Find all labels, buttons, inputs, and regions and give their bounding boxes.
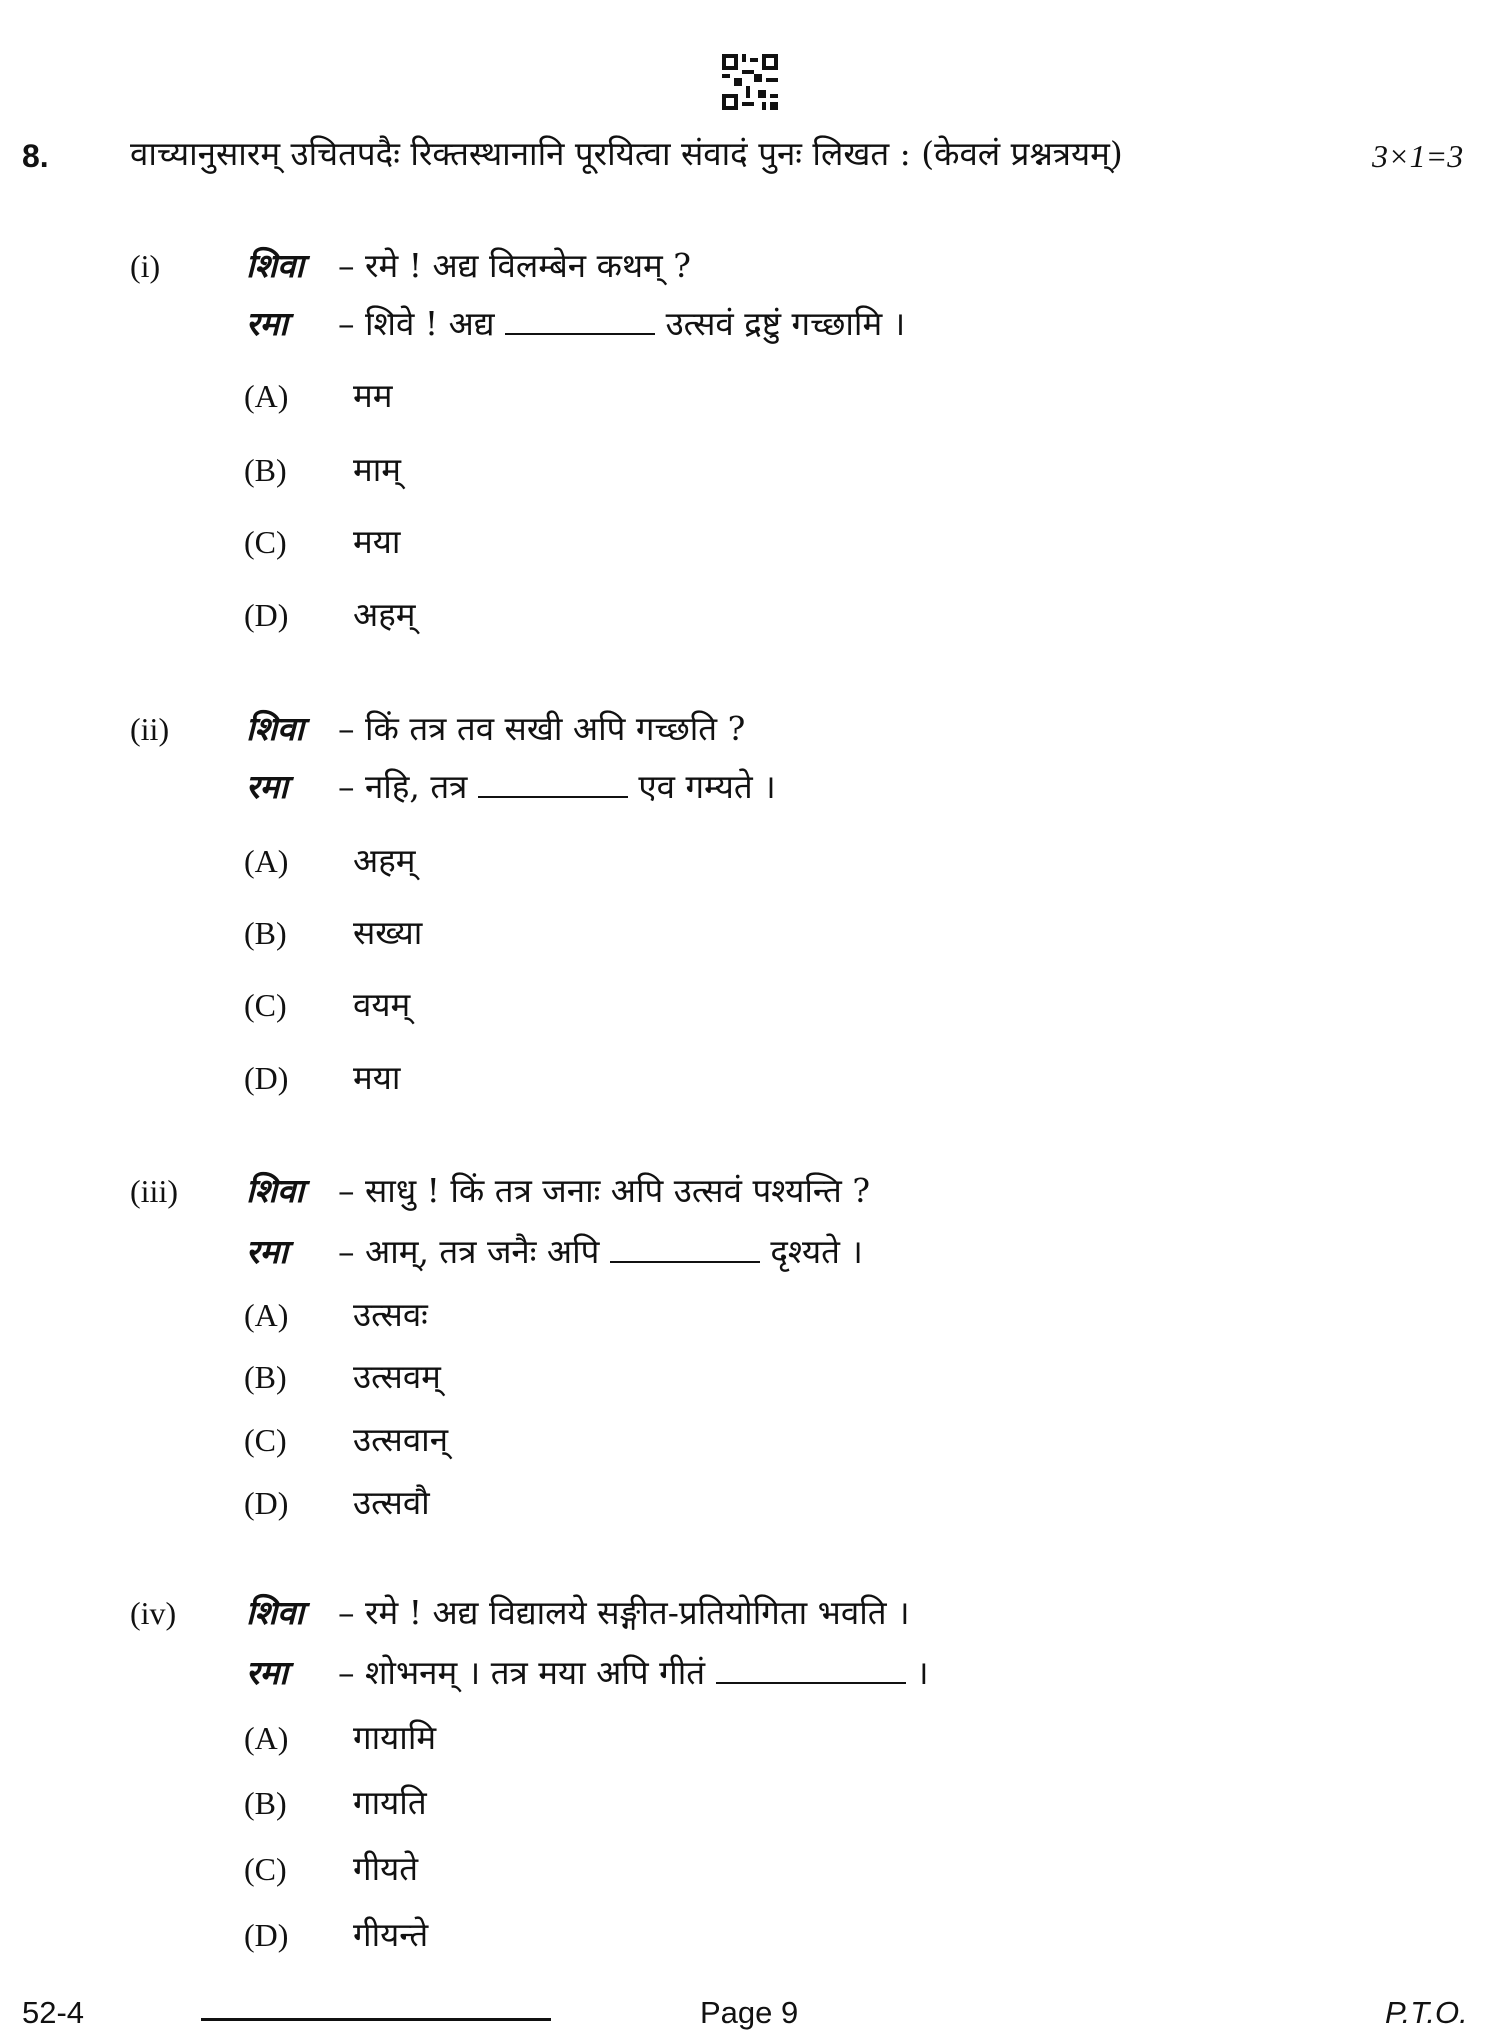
speaker-shiva: शिवा xyxy=(246,1171,304,1210)
option-text: मम xyxy=(353,376,393,415)
speaker-shiva: शिवा xyxy=(246,709,304,748)
option-text: गीयन्ते xyxy=(353,1915,429,1954)
fill-blank xyxy=(505,309,655,335)
sub-question-number: (iv) xyxy=(130,1595,177,1631)
page-number: Page 9 xyxy=(700,1995,799,2030)
speaker-shiva: शिवा xyxy=(246,246,304,285)
option-text: गीयते xyxy=(353,1849,419,1888)
option-text: अहम् xyxy=(353,841,416,880)
option-text: मया xyxy=(353,1058,401,1097)
option-label: (C) xyxy=(244,1851,287,1887)
option-label: (A) xyxy=(244,843,289,879)
option-text: उत्सवौ xyxy=(353,1483,430,1522)
speaker-rama: रमा xyxy=(246,1232,288,1271)
dialogue-line-1: – रमे ! अद्य विद्यालये सङ्गीत-प्रतियोगिता भवति । xyxy=(338,1593,910,1632)
dialogue-line-2: – आम्, तत्र जनैः अपि दृश्यते । xyxy=(338,1232,863,1271)
speaker-rama: रमा xyxy=(246,1653,288,1692)
question-marks: 3×1=3 xyxy=(1372,138,1464,174)
option-text: गायति xyxy=(353,1783,427,1822)
option-label: (D) xyxy=(244,1485,289,1521)
option-text: उत्सवान् xyxy=(353,1420,449,1459)
sub-question-number: (i) xyxy=(130,248,161,284)
option-text: गायामि xyxy=(353,1718,437,1757)
dialogue-line-2: – शोभनम् । तत्र मया अपि गीतं । xyxy=(338,1653,929,1692)
question-instruction: वाच्यानुसारम् उचितपदैः रिक्तस्थानानि पूरयित्वा संवादं पुनः लिखत : (केवलं प्रश्नत्रयम्) xyxy=(130,134,1123,173)
option-label: (A) xyxy=(244,1297,289,1333)
fill-blank xyxy=(610,1237,760,1263)
paper-code: 52-4 xyxy=(22,1995,85,2030)
speaker-rama: रमा xyxy=(246,304,288,343)
speaker-shiva: शिवा xyxy=(246,1593,304,1632)
sub-question-number: (iii) xyxy=(130,1173,178,1209)
option-label: (A) xyxy=(244,1720,289,1756)
option-label: (D) xyxy=(244,1917,289,1953)
option-text: अहम् xyxy=(353,595,416,634)
option-label: (B) xyxy=(244,1359,287,1395)
option-text: उत्सवम् xyxy=(353,1357,441,1396)
option-label: (D) xyxy=(244,597,289,633)
option-label: (D) xyxy=(244,1060,289,1096)
option-label: (B) xyxy=(244,915,287,951)
option-text: माम् xyxy=(353,450,402,489)
speaker-rama: रमा xyxy=(246,767,288,806)
footer-divider xyxy=(201,2018,551,2021)
dialogue-line-2: – शिवे ! अद्य उत्सवं द्रष्टुं गच्छामि । xyxy=(338,304,906,343)
option-label: (B) xyxy=(244,452,287,488)
question-number: 8. xyxy=(22,138,49,174)
option-text: सख्या xyxy=(353,913,423,952)
pto-label: P.T.O. xyxy=(1385,1995,1468,2030)
fill-blank xyxy=(478,772,628,798)
option-label: (C) xyxy=(244,987,287,1023)
fill-blank xyxy=(716,1658,906,1684)
option-text: उत्सवः xyxy=(353,1295,428,1334)
qr-code xyxy=(722,54,778,110)
dialogue-line-1: – रमे ! अद्य विलम्बेन कथम् ? xyxy=(338,246,691,285)
option-label: (B) xyxy=(244,1785,287,1821)
dialogue-line-2: – नहि, तत्र एव गम्यते । xyxy=(338,767,776,806)
option-label: (C) xyxy=(244,524,287,560)
option-label: (C) xyxy=(244,1422,287,1458)
option-text: वयम् xyxy=(353,985,411,1024)
option-label: (A) xyxy=(244,378,289,414)
sub-question-number: (ii) xyxy=(130,711,170,747)
dialogue-line-1: – किं तत्र तव सखी अपि गच्छति ? xyxy=(338,709,746,748)
dialogue-line-1: – साधु ! किं तत्र जनाः अपि उत्सवं पश्यन्ति ? xyxy=(338,1171,871,1210)
option-text: मया xyxy=(353,522,401,561)
